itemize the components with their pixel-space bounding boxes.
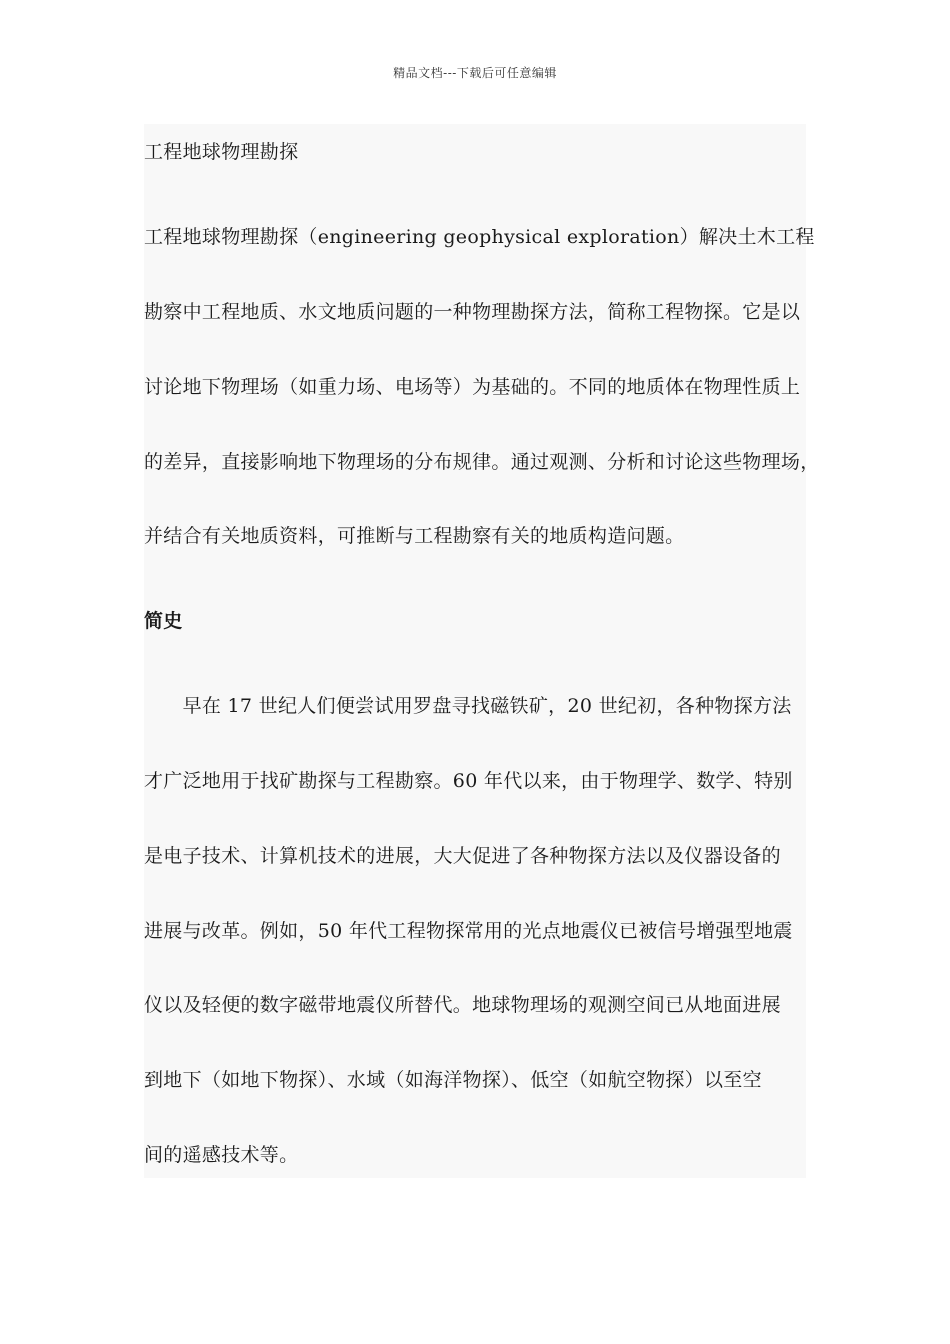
intro-line: 讨论地下物理场（如重力场、电场等）为基础的。不同的地质体在物理性质上 <box>144 376 801 398</box>
history-line: 进展与改革。例如，50 年代工程物探常用的光点地震仪已被信号增强型地震 <box>144 920 793 942</box>
history-line: 仪以及轻便的数字磁带地震仪所替代。地球物理场的观测空间已从地面进展 <box>144 994 781 1016</box>
page-header: 精品文档---下载后可任意编辑 <box>393 66 557 80</box>
intro-line: 并结合有关地质资料，可推断与工程勘察有关的地质构造问题。 <box>144 525 685 547</box>
history-line: 是电子技术、计算机技术的进展，大大促进了各种物探方法以及仪器设备的 <box>144 845 781 867</box>
history-line: 早在 17 世纪人们便尝试用罗盘寻找磁铁矿，20 世纪初，各种物探方法 <box>144 695 792 717</box>
document-title: 工程地球物理勘探 <box>144 141 299 163</box>
intro-line: 勘察中工程地质、水文地质问题的一种物理勘探方法，简称工程物探。它是以 <box>144 301 801 323</box>
history-line: 才广泛地用于找矿勘探与工程勘察。60 年代以来，由于物理学、数学、特别 <box>144 770 793 792</box>
document-body <box>144 124 820 1178</box>
intro-line: 的差异，直接影响地下物理场的分布规律。通过观测、分析和讨论这些物理场， <box>144 451 820 473</box>
history-line: 到地下（如地下物探）、水域（如海洋物探）、低空（如航空物探）以至空 <box>144 1069 762 1091</box>
section-heading: 简史 <box>144 610 183 632</box>
intro-line: 工程地球物理勘探（engineering geophysical exploration）解决土木工程 <box>144 226 815 248</box>
history-line: 间的遥感技术等。 <box>144 1144 299 1166</box>
